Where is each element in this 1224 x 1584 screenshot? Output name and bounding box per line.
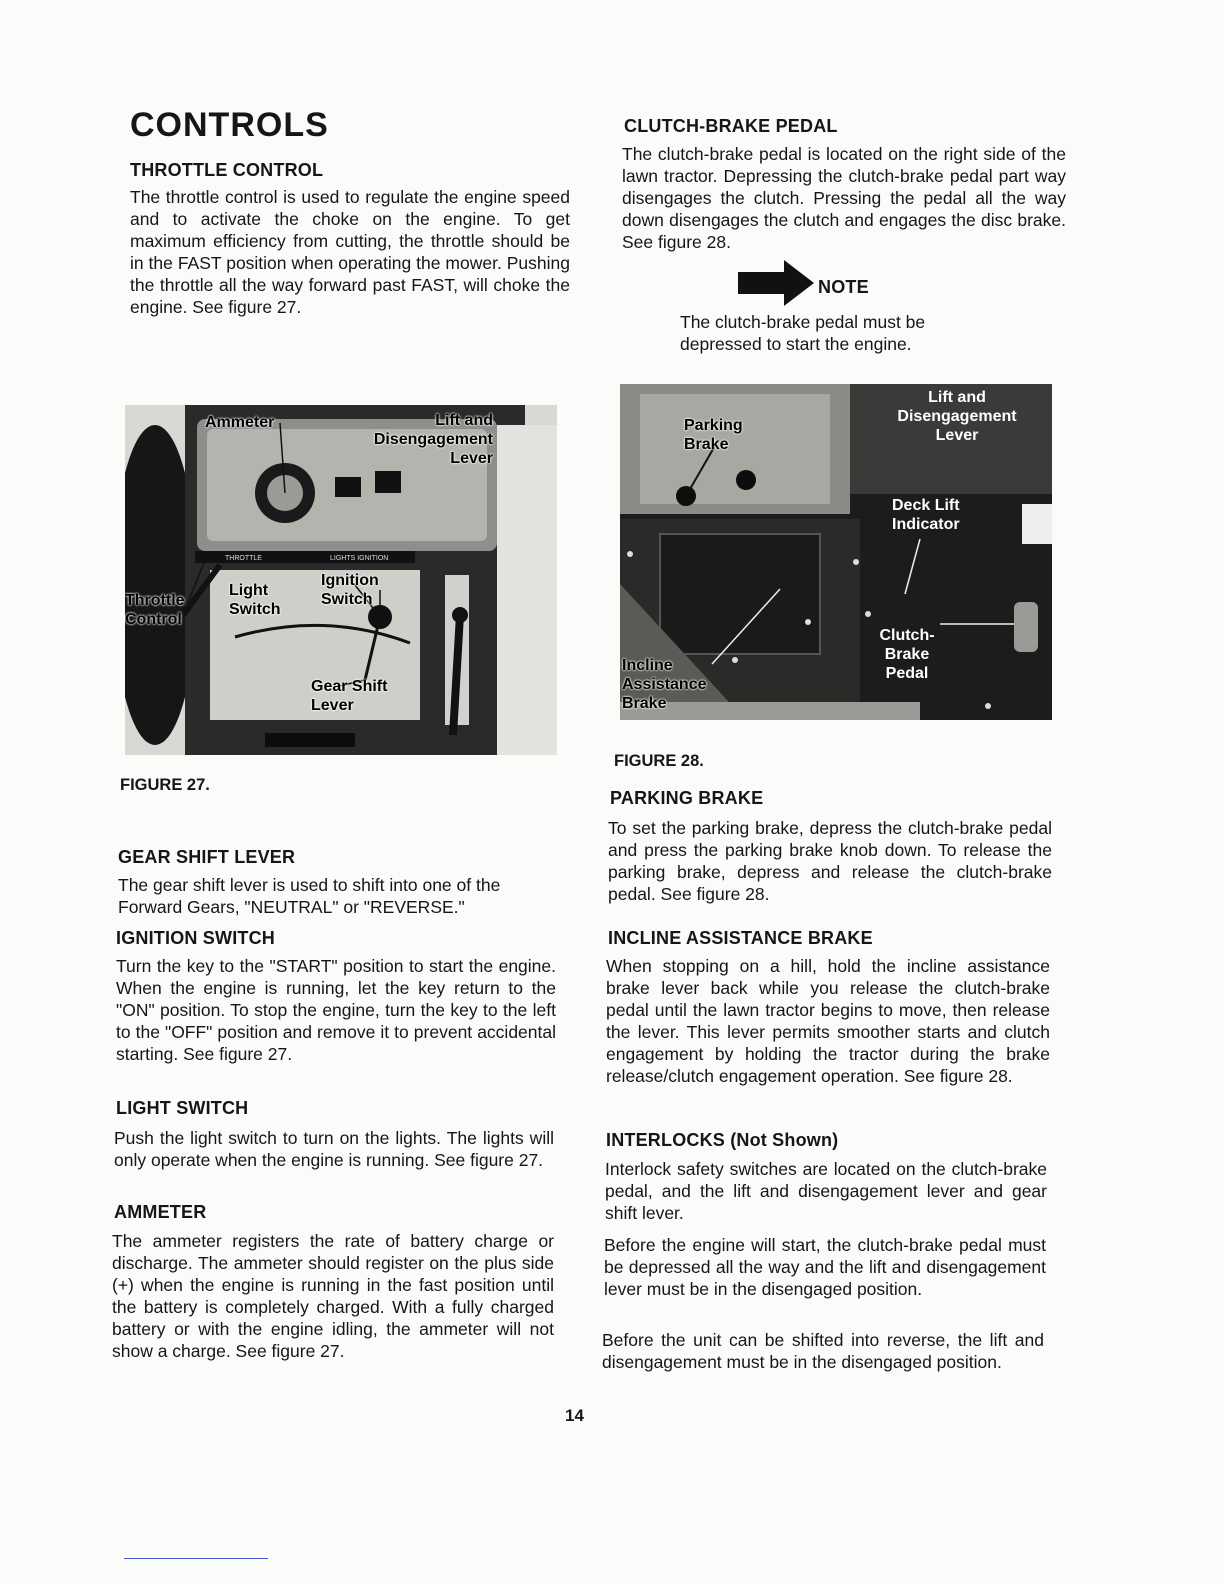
ignition-heading: IGNITION SWITCH [116,928,275,948]
fig27-label-light: Light Switch [229,582,281,618]
fig28-label-incline: Incline Assistance Brake [622,657,707,712]
light-heading: LIGHT SWITCH [116,1098,249,1118]
panel-lights-text: LIGHTS IGNITION [330,555,389,562]
panel-throttle-text: THROTTLE [225,555,262,562]
incline-text: When stopping on a hill, hold the incline assistance brake lever back while you release the clutch-brake pedal until the lawn tractor begins to move, then release the lever. This lever permits smoother starts and clutch engagement by holding the tractor during the brake release/clutch engagement operation. See figure 28. [606,956,1050,1086]
ammeter-text: The ammeter registers the rate of battery charge or discharge. The ammeter should register on the plus side (+) when the engine is running in the fast position until the battery is completely charged. With a fully charged battery or with the engine idling, the ammeter will not show a charge. See figure 27. [112,1231,554,1361]
fig27-label-throttle: Throttle Control [125,592,185,628]
fig27-label-ammeter: Ammeter [205,414,275,431]
fig28-label-lift: Lift and Disengagement Lever [897,389,1017,444]
gear-text: The gear shift lever is used to shift into one of the Forward Gears, "NEUTRAL" or "REVERSE." [118,875,501,917]
fig28-label-clutch: Clutch-Brake Pedal [879,627,935,682]
interlocks-text-1: Interlock safety switches are located on the clutch-brake pedal, and the lift and disengagement lever and gear shift lever. [605,1159,1047,1223]
note-arrow-icon [736,258,818,308]
figure-27-caption: FIGURE 27. [120,776,210,794]
throttle-text: The throttle control is used to regulate the engine speed and to activate the choke on the engine. To get maximum efficiency from cutting, the throttle should be in the FAST position when operating the mower. Pushing the throttle all the way forward past FAST, will choke the engine. See figure 27. [130,187,570,317]
ammeter-heading: AMMETER [114,1202,207,1222]
ignition-text: Turn the key to the "START" position to start the engine. When the engine is running, let the key return to the "ON" position. To stop the engine, turn the key to the left to the "OFF" position and remove it to prevent accidental starting. See figure 27. [116,956,556,1064]
fig28-label-parking: Parking Brake [684,417,743,453]
page-title: CONTROLS [130,106,329,144]
figure-28-photo [620,384,1052,720]
page-number: 14 [565,1406,584,1425]
figure-27-photo [125,405,557,755]
note-label: NOTE [818,277,869,297]
gear-heading: GEAR SHIFT LEVER [118,847,296,867]
parking-heading: PARKING BRAKE [610,788,764,808]
parking-text: To set the parking brake, depress the clutch-brake pedal and press the parking brake knob down. To release the parking brake, depress and release the clutch-brake pedal. See figure 28. [608,818,1052,904]
throttle-heading: THROTTLE CONTROL [130,160,324,180]
clutch-heading: CLUTCH-BRAKE PEDAL [624,116,838,136]
figure-28-caption: FIGURE 28. [614,752,704,770]
fig27-label-lift: Lift and Disengagement Lever [373,412,493,467]
light-text: Push the light switch to turn on the lights. The lights will only operate when the engine is running. See figure 27. [114,1128,554,1170]
interlocks-text-2: Before the engine will start, the clutch-brake pedal must be depressed all the way and the lift and disengagement lever must be in the disengaged position. [604,1235,1046,1299]
fig27-label-ignition: Ignition Switch [321,572,379,608]
interlocks-text-3: Before the unit can be shifted into reverse, the lift and disengagement must be in the disengaged position. [602,1330,1044,1372]
fig27-label-gear: Gear Shift Lever [311,678,388,714]
note-text: The clutch-brake pedal must be depressed to start the engine. [680,312,926,354]
interlocks-heading: INTERLOCKS (Not Shown) [606,1130,839,1150]
fig28-label-deck: Deck Lift Indicator [892,497,960,533]
incline-heading: INCLINE ASSISTANCE BRAKE [608,928,873,948]
clutch-text: The clutch-brake pedal is located on the right side of the lawn tractor. Depressing the clutch-brake pedal part way disengages the clutch. Pressing the pedal all the way down disengages the clutch and engages the disc brake. See figure 28. [622,144,1066,252]
footer-rule [124,1558,268,1559]
